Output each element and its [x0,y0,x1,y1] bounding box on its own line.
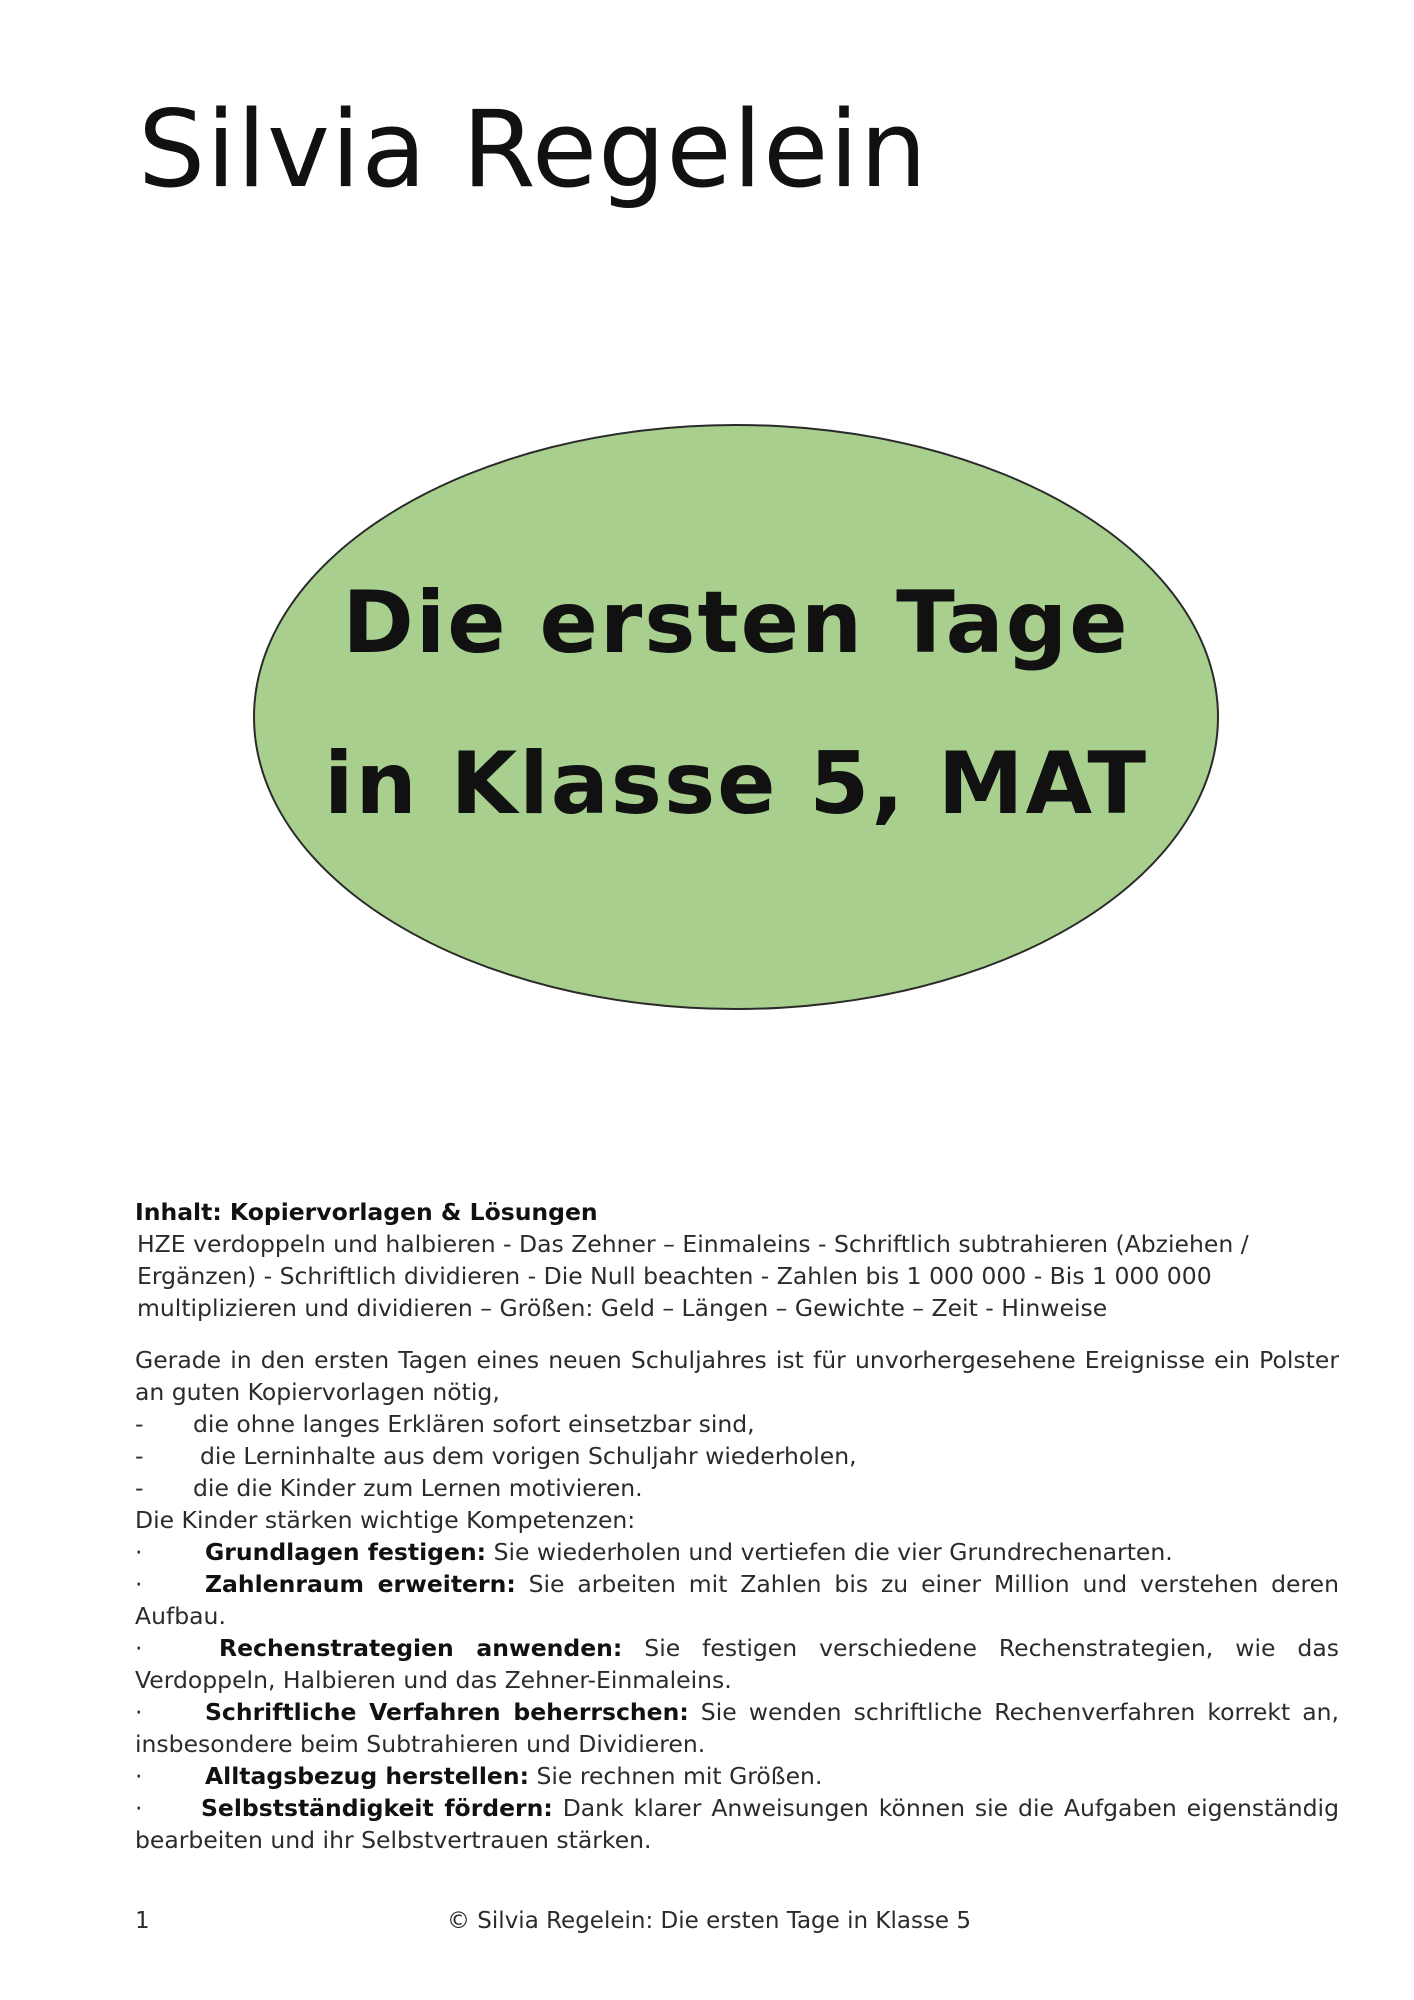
topics-line: HZE verdoppeln und halbieren - Das Zehner – Einmaleins - Schriftlich subtrahieren (Abziehen / [137,1230,1249,1258]
competence-item [135,1696,1339,1760]
title-line-1: Die ersten Tage [342,573,1130,673]
competence-item [135,1568,1339,1632]
dash-marker: - [135,1410,144,1438]
topics-line: multiplizieren und dividieren – Größen: Geld – Längen – Gewichte – Zeit - Hinweise [137,1294,1108,1322]
topics-line: Ergänzen) - Schriftlich dividieren - Die Null beachten - Zahlen bis 1 000 000 - Bis 1 000 000 [137,1262,1212,1290]
competence-text: Sie rechnen mit Größen. [536,1762,823,1790]
competence-label: Alltagsbezug herstellen: [205,1762,529,1790]
dash-item-text: die die Kinder zum Lernen motivieren. [193,1474,643,1502]
bullet-marker: · [135,1762,143,1790]
competence-text: Dank klarer Anweisungen können sie die Aufgaben eigenständig bearbeiten und ihr Selbstvertrauen stärken. [135,1794,1339,1854]
content-heading: Inhalt: Kopiervorlagen & Lösungen [135,1198,598,1226]
footer-copyright: © Silvia Regelein: Die ersten Tage in Klasse 5 [447,1908,972,1934]
competence-label: Selbstständigkeit fördern: [201,1794,553,1822]
bullet-marker: · [135,1698,143,1726]
dash-item-text: die Lerninhalte aus dem vorigen Schuljahr wiederholen, [200,1442,857,1470]
bullet-marker: · [135,1634,143,1662]
content-section [135,1196,1339,1856]
bullet-marker: · [135,1538,143,1566]
competence-intro: Die Kinder stärken wichtige Kompetenzen: [135,1506,636,1534]
title-ellipse [253,424,1219,1010]
competence-item [135,1536,1339,1568]
competence-text: Sie wenden schriftliche Rechenverfahren korrekt an, insbesondere beim Subtrahieren und Dividieren. [135,1698,1339,1758]
bullet-marker: · [135,1794,143,1822]
intro-paragraph: Gerade in den ersten Tagen eines neuen Schuljahres ist für unvorhergesehene Ereignisse ein Polster an guten Kopiervorlagen nötig, [135,1346,1339,1406]
competence-item [135,1632,1339,1696]
dash-item [135,1440,1339,1472]
dash-marker: - [135,1442,144,1470]
competence-text: Sie festigen verschiedene Rechenstrategien, wie das Verdoppeln, Halbieren und das Zehner-Einmaleins. [135,1634,1339,1694]
competence-item [135,1792,1339,1856]
topics-list [137,1228,1339,1324]
dash-item-text: die ohne langes Erklären sofort einsetzbar sind, [193,1410,755,1438]
dash-item [135,1408,1339,1440]
competence-item [135,1760,1339,1792]
dash-item [135,1472,1339,1504]
competence-label: Rechenstrategien anwenden: [219,1634,623,1662]
competence-text: Sie arbeiten mit Zahlen bis zu einer Million und verstehen deren Aufbau. [135,1570,1339,1630]
bullet-marker: · [135,1570,143,1598]
title-line-2: in Klasse 5, MAT [323,734,1148,834]
dash-marker: - [135,1474,144,1502]
competence-label: Zahlenraum erweitern: [205,1570,516,1598]
competence-label: Grundlagen festigen: [205,1538,487,1566]
page-number: 1 [135,1908,150,1934]
competence-label: Schriftliche Verfahren beherrschen: [205,1698,689,1726]
competence-text: Sie wiederholen und vertiefen die vier Grundrechenarten. [493,1538,1173,1566]
author-name: Silvia Regelein [138,88,928,211]
